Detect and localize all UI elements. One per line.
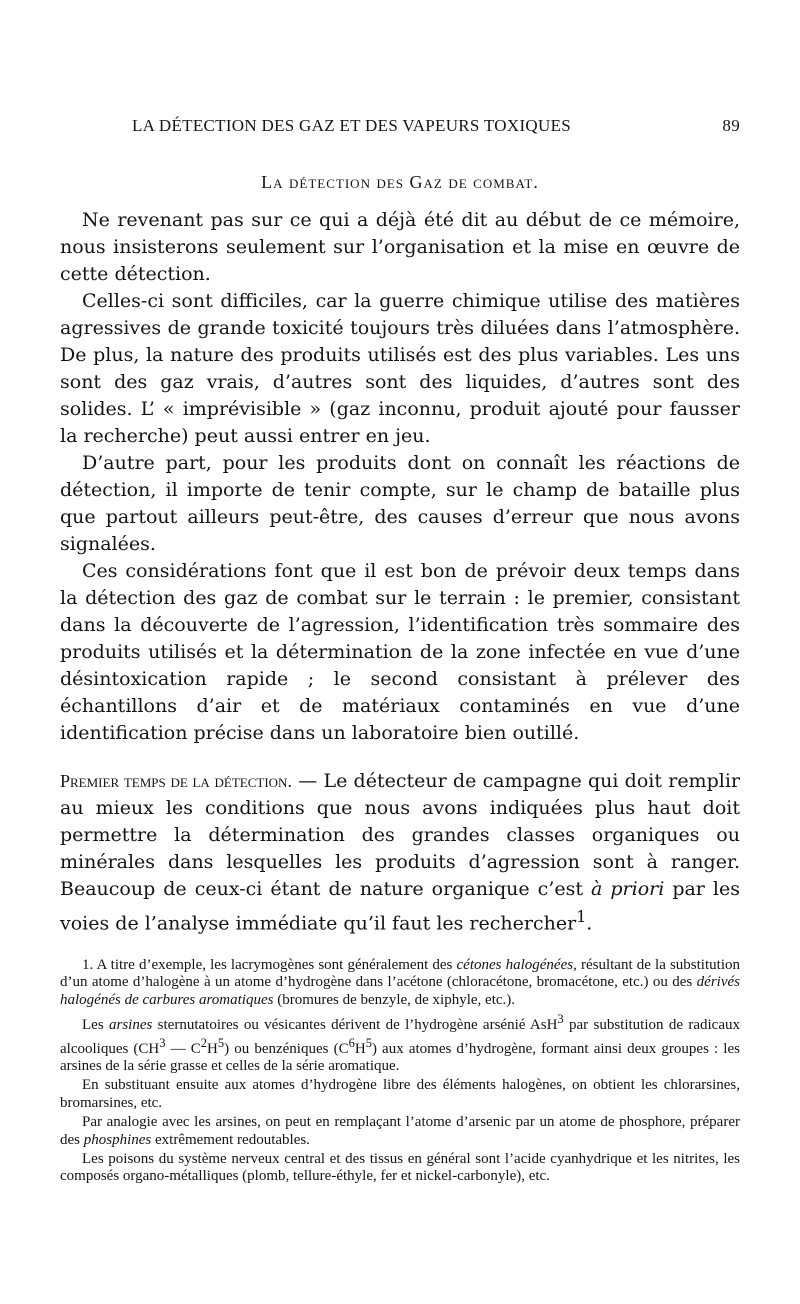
main-text [60, 207, 740, 747]
footnote-text: ) ou benzéniques (C [224, 1040, 349, 1057]
footnote-italic: arsines [109, 1017, 153, 1034]
footnote-paragraph: En substituant ensuite aux atomes d’hydrogène libre des éléments halogènes, on obtient les chlorarsines, bromarsines, etc. [60, 1077, 740, 1111]
footnote-text: sternutatoires ou vésicantes dérivent de l’hydrogène arsénié AsH [152, 1017, 558, 1034]
paragraph: D’autre part, pour les produits dont on connaît les réactions de détection, il importe de tenir compte, sur le champ de bataille plus que partout ailleurs peut-être, des causes d’erreur que nous avons signalées. [60, 452, 740, 555]
footnote [60, 957, 740, 1009]
footnote-reference: 1 [576, 907, 587, 926]
footnote-text: — C [165, 1040, 201, 1057]
footnote-text: par substitution de radicaux alcooliques (CH [60, 1017, 740, 1057]
paragraph-text: par les voies de l’analyse immédiate qu’il faut les rechercher [60, 878, 740, 935]
formula-subscript: 5 [365, 1035, 372, 1050]
paragraph: Celles-ci sont difficiles, car la guerre chimique utilise des matières agressives de grande toxicité toujours très diluées dans l’atmosphère. De plus, la nature des produits utilisés est des plus variables. Les uns sont des gaz vrais, d’autres sont des liquides, d’autres sont des solides. L’ « imprévisible » (gaz inconnu, produit ajouté pour fausser la recherche) peut aussi entrer en jeu. [60, 290, 740, 447]
footnote-italic: dérivés halogénés de carbures aromatiques [60, 974, 740, 1008]
footnote-italic: phosphines [83, 1131, 152, 1148]
footnote-marker: 1. [82, 957, 97, 973]
footnote-text: (bromures de benzyle, de xiphyle, etc.). [273, 991, 516, 1008]
footnote-text: ) aux atomes d’hydrogène, formant ainsi deux groupes : les arsines de la série grasse et celles de la série aromatique. [60, 1040, 740, 1075]
run-in-heading: Premier temps de la détection. [60, 771, 292, 791]
section-title: La détection des Gaz de combat. [261, 172, 539, 192]
formula-subscript: 5 [217, 1035, 225, 1050]
formula-subscript: 3 [159, 1035, 166, 1050]
paragraph-end: . [586, 912, 593, 935]
footnote-text: extrêmement redoutables. [151, 1131, 310, 1148]
footnote-paragraph [60, 1011, 740, 1075]
formula-subscript: 6 [348, 1035, 355, 1050]
paragraph: Ces considérations font que il est bon de prévoir deux temps dans la détection des gaz de combat sur le terrain : le premier, consistant dans la découverte de l’agression, l’identification très sommaire des produits utilisés et la détermination de la zone infectée en vue d’une désintoxication rapide ; le second consistant à prélever des échantillons d’air et de matériaux contaminés en vue d’une identification précise dans un laboratoire bien outillé. [60, 560, 740, 744]
paragraph-text: Le détecteur de campagne qui doit remplir au mieux les conditions que nous avons indiquées plus haut doit permettre la détermination des grandes classes organiques ou minérales dans lesquelles les produits d’agression sont à ranger. Beaucoup de ceux-ci étant de nature organique c’est [60, 770, 740, 900]
footnote-text: Les [82, 1017, 109, 1034]
paragraph [60, 768, 740, 937]
page-number: 89 [722, 116, 740, 135]
formula-subscript: 2 [200, 1035, 208, 1050]
footnote-text: A titre d’exemple, les lacrymogènes sont généralement des [96, 957, 457, 973]
formula-subscript: 3 [557, 1012, 564, 1027]
footnote-paragraph: Les poisons du système nerveux central et des tissus en général sont l’acide cyanhydrique et les nitrites, les composés organo-métalliques (plomb, tellure-éthyle, fer et nickel-carbonyle), etc. [60, 1151, 740, 1185]
italic-term: à priori [591, 878, 665, 900]
footnote-text: Par analogie avec les arsines, on peut en remplaçant l’atome d’arsenic par un atome de phosphore, préparer des [60, 1114, 740, 1148]
footnotes [60, 957, 740, 1188]
footnote-italic: cétones halogénées [456, 957, 574, 973]
footnote-text: , résultant de la substitution d’un atome d’halogène à un atome d’hydrogène dans l’acétone (chloracétone, bromacétone, etc.) ou des [60, 957, 740, 991]
footnote-text: H [354, 1040, 366, 1057]
premier-temps-section [60, 768, 740, 937]
em-dash: — [291, 770, 324, 792]
footnote-paragraph [60, 1114, 740, 1149]
footnote-text: H [207, 1040, 218, 1057]
paragraph: Ne revenant pas sur ce qui a déjà été dit au début de ce mémoire, nous insisterons seulement sur l’organisation et la mise en œuvre de cette détection. [60, 209, 740, 285]
running-head-title: LA DÉTECTION DES GAZ ET DES VAPEURS TOXIQUES [132, 116, 572, 135]
